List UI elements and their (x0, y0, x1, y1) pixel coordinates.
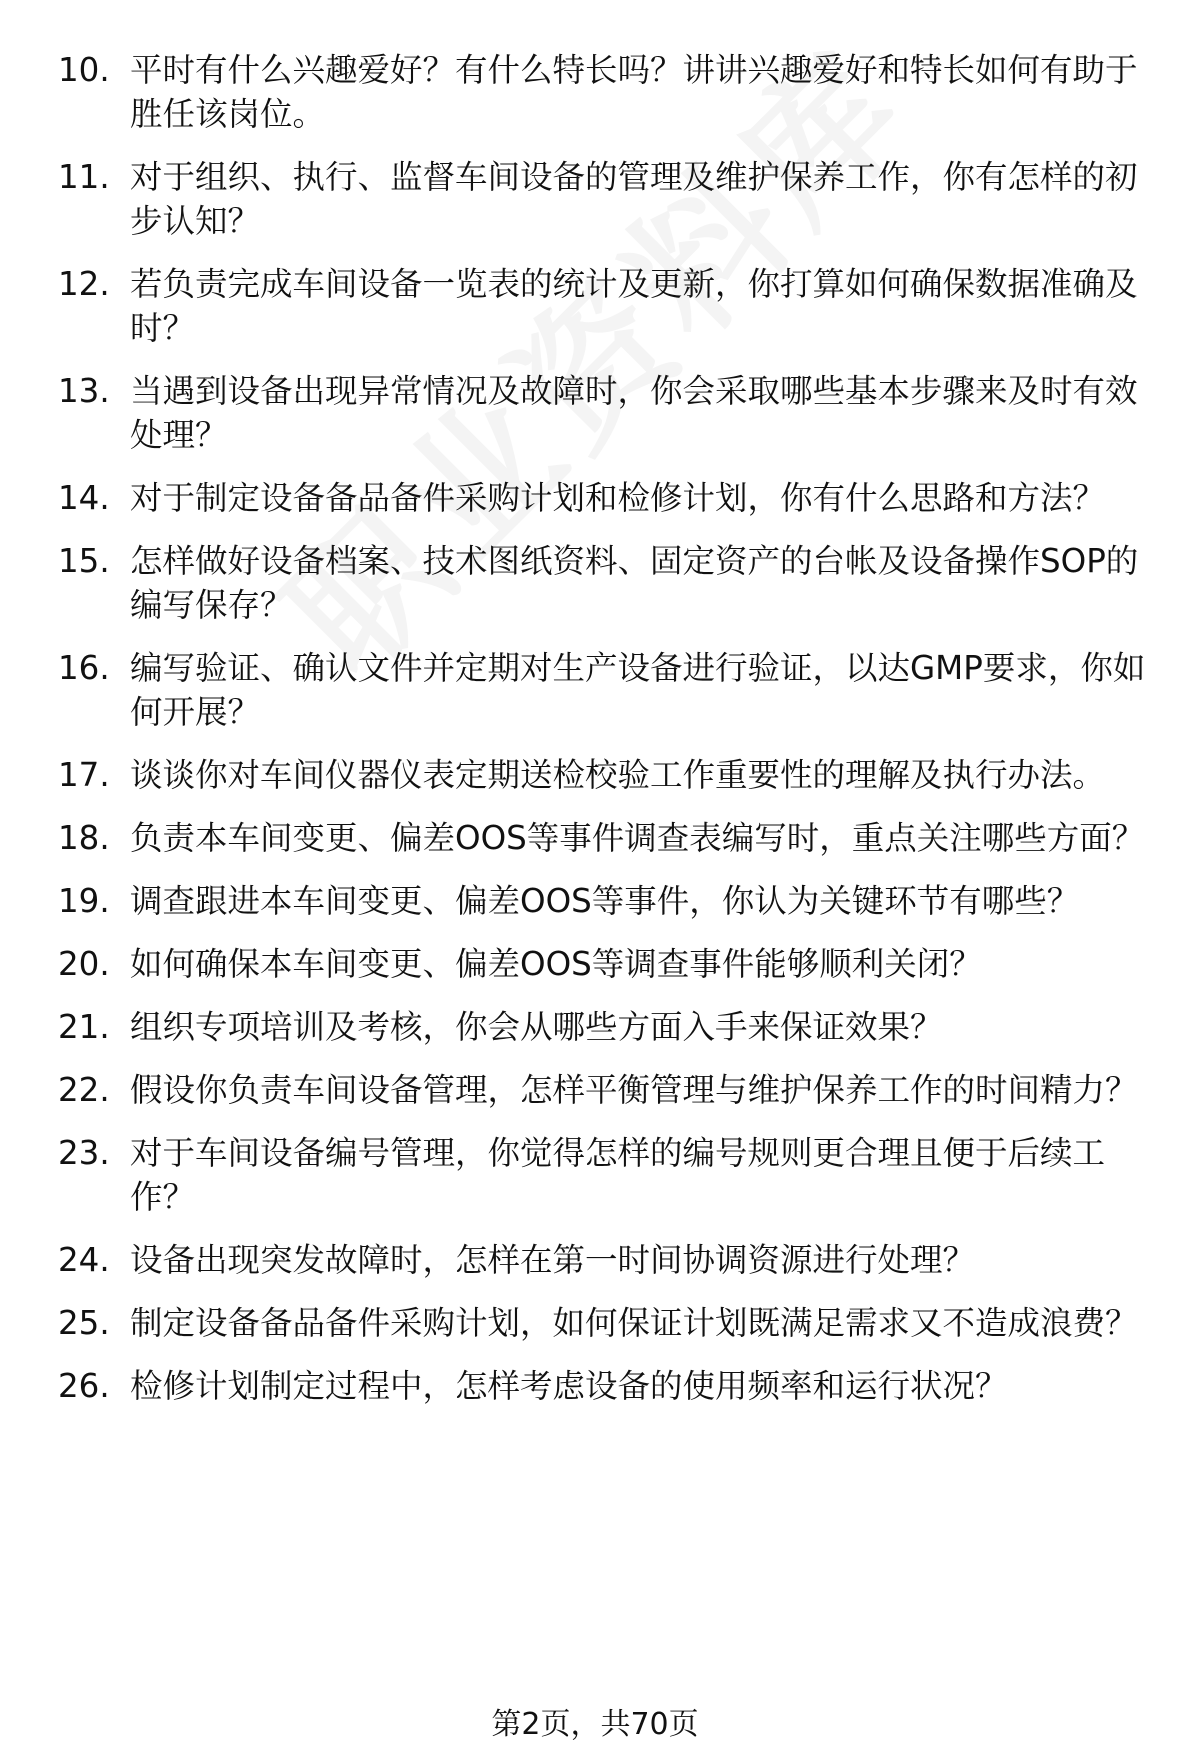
list-item (58, 48, 1158, 136)
list-item (58, 816, 1158, 860)
question-text: 怎样做好设备档案、技术图纸资料、固定资产的台帐及设备操作SOP的编写保存？ (130, 542, 1139, 624)
question-text: 若负责完成车间设备一览表的统计及更新，你打算如何确保数据准确及时？ (130, 265, 1138, 347)
question-number: 22. (58, 1071, 110, 1109)
question-number: 21. (58, 1008, 110, 1046)
list-item (58, 646, 1158, 734)
question-number: 19. (58, 882, 110, 920)
question-text: 谈谈你对车间仪器仪表定期送检校验工作重要性的理解及执行办法。 (130, 756, 1106, 794)
question-number: 18. (58, 819, 110, 857)
question-text: 调查跟进本车间变更、偏差OOS等事件，你认为关键环节有哪些？ (130, 882, 1080, 920)
question-text: 当遇到设备出现异常情况及故障时，你会采取哪些基本步骤来及时有效处理？ (130, 372, 1138, 454)
list-item (58, 753, 1158, 797)
list-item (58, 1005, 1158, 1049)
question-text: 平时有什么兴趣爱好？有什么特长吗？讲讲兴趣爱好和特长如何有助于胜任该岗位。 (130, 51, 1138, 133)
question-text: 设备出现突发故障时，怎样在第一时间协调资源进行处理？ (130, 1241, 976, 1279)
question-text: 负责本车间变更、偏差OOS等事件调查表编写时，重点关注哪些方面？ (130, 819, 1145, 857)
list-item (58, 1131, 1158, 1219)
page-footer: 第2页，共70页 (491, 1707, 699, 1742)
list-item (58, 942, 1158, 986)
question-number: 17. (58, 756, 110, 794)
question-number: 12. (58, 265, 110, 303)
question-text: 对于组织、执行、监督车间设备的管理及维护保养工作，你有怎样的初步认知？ (130, 158, 1138, 240)
question-number: 26. (58, 1367, 110, 1405)
list-item (58, 879, 1158, 923)
question-number: 20. (58, 945, 110, 983)
question-text: 编写验证、确认文件并定期对生产设备进行验证，以达GMP要求，你如何开展？ (130, 649, 1146, 731)
list-item (58, 1068, 1158, 1112)
question-text: 对于车间设备编号管理，你觉得怎样的编号规则更合理且便于后续工作？ (130, 1134, 1106, 1216)
question-text: 如何确保本车间变更、偏差OOS等调查事件能够顺利关闭？ (130, 945, 982, 983)
list-item (58, 155, 1158, 243)
question-number: 24. (58, 1241, 110, 1279)
question-text: 对于制定设备备品备件采购计划和检修计划，你有什么思路和方法？ (130, 479, 1106, 517)
question-text: 组织专项培训及考核，你会从哪些方面入手来保证效果？ (130, 1008, 943, 1046)
question-number: 13. (58, 372, 110, 410)
question-text: 假设你负责车间设备管理，怎样平衡管理与维护保养工作的时间精力？ (130, 1071, 1138, 1109)
list-item (58, 1364, 1158, 1408)
list-item (58, 1238, 1158, 1282)
list-item (58, 369, 1158, 457)
list-item (58, 1301, 1158, 1345)
question-number: 23. (58, 1134, 110, 1172)
question-list (58, 48, 1158, 1427)
question-text: 检修计划制定过程中，怎样考虑设备的使用频率和运行状况？ (130, 1367, 1008, 1405)
question-number: 10. (58, 51, 110, 89)
question-number: 25. (58, 1304, 110, 1342)
list-item (58, 476, 1158, 520)
list-item (58, 262, 1158, 350)
question-number: 15. (58, 542, 110, 580)
question-number: 11. (58, 158, 110, 196)
question-number: 16. (58, 649, 110, 687)
question-text: 制定设备备品备件采购计划，如何保证计划既满足需求又不造成浪费？ (130, 1304, 1138, 1342)
question-number: 14. (58, 479, 110, 517)
list-item (58, 539, 1158, 627)
